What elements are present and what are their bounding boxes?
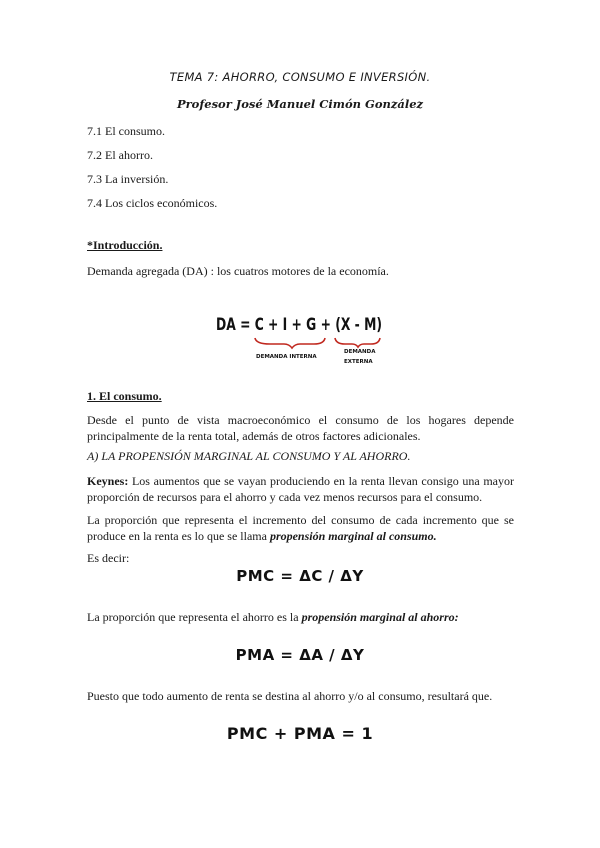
paragraph-pma-definition bbox=[87, 609, 514, 625]
intro-heading: *Introducción. bbox=[87, 238, 163, 252]
pma-definition-text: La proporción que representa el ahorro es la bbox=[87, 610, 302, 624]
label-external-demand: DEMANDA bbox=[344, 349, 376, 355]
paragraph-consumo: Desde el punto de vista macroeconómico el consumo de los hogares depende principalmente de la renta total, además de otros factores adicionales. bbox=[87, 413, 514, 443]
document-author: Profesor José Manuel Cimón González bbox=[176, 97, 424, 111]
internal-demand-brace bbox=[255, 338, 325, 348]
paragraph-pmc-definition bbox=[87, 512, 514, 544]
keynes-text: Los aumentos que se vayan produciendo en la renta llevan consigo una mayor proporción de recursos para el ahorro y cada vez menos recursos para el consumo. bbox=[87, 474, 514, 504]
section-heading-consumo: 1. El consumo. bbox=[87, 389, 162, 403]
paragraph-keynes bbox=[87, 473, 514, 505]
formula-pmc: PMC = ΔC / ΔY bbox=[236, 567, 364, 585]
formula-sum: PMC + PMA = 1 bbox=[226, 724, 374, 743]
pmc-definition-text: La proporción que representa el incremento del consumo de cada incremento que se produce en la renta es lo que se llama bbox=[87, 513, 514, 543]
aggregate-demand-diagram bbox=[200, 300, 400, 375]
external-demand-brace bbox=[335, 338, 380, 347]
toc-item: 7.3 La inversión. bbox=[87, 172, 169, 186]
keynes-label: Keynes: bbox=[87, 474, 129, 488]
es-decir-text: Es decir: bbox=[87, 551, 130, 565]
toc-item: 7.4 Los ciclos económicos. bbox=[87, 196, 218, 210]
paragraph-renta: Puesto que todo aumento de renta se destina al ahorro y/o al consumo, resultará que. bbox=[87, 689, 493, 703]
formula-pma: PMA = ΔA / ΔY bbox=[235, 646, 365, 664]
diagram-formula: DA = C + I + G + (X - M) bbox=[216, 315, 382, 335]
toc-item: 7.2 El ahorro. bbox=[87, 148, 153, 162]
intro-text: Demanda agregada (DA) : los cuatros motores de la economía. bbox=[87, 264, 389, 278]
label-external-demand-2: EXTERNA bbox=[344, 359, 373, 365]
toc-item: 7.1 El consumo. bbox=[87, 124, 165, 138]
pma-term: propensión marginal al ahorro: bbox=[301, 610, 459, 624]
pmc-term: propensión marginal al consumo. bbox=[269, 529, 437, 543]
label-internal-demand: DEMANDA INTERNA bbox=[256, 354, 317, 360]
document-title: TEMA 7: AHORRO, CONSUMO E INVERSIÓN. bbox=[169, 70, 431, 84]
subheading-propension: A) LA PROPENSIÓN MARGINAL AL CONSUMO Y AL AHORRO. bbox=[87, 449, 411, 463]
